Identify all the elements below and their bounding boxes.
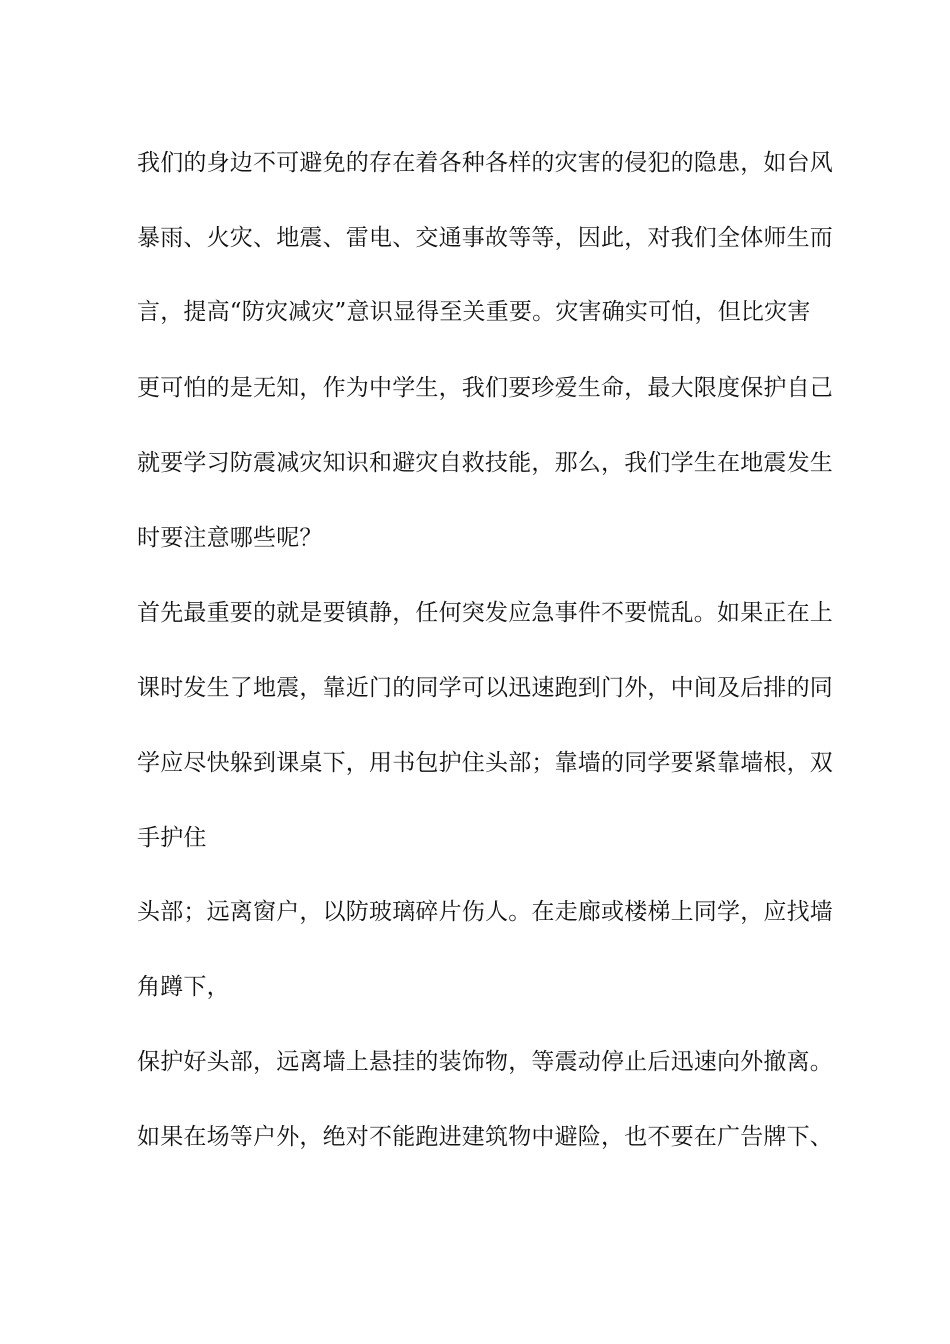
text-line: 如果在场等户外，绝对不能跑进建筑物中避险，也不要在广告牌下、 bbox=[137, 1124, 833, 1150]
text-line: 头部；远离窗户，以防玻璃碎片伤人。在走廊或楼梯上同学，应找墙 bbox=[137, 899, 833, 925]
text-line: 保护好头部，远离墙上悬挂的装饰物，等震动停止后迅速向外撤离。 bbox=[137, 1049, 833, 1075]
text-line: 暴雨、火灾、地震、雷电、交通事故等等，因此，对我们全体师生而 bbox=[137, 225, 833, 251]
text-line: 言，提高“防灾减灾”意识显得至关重要。灾害确实可怕，但比灾害 bbox=[137, 299, 811, 325]
text-line: 角蹲下， bbox=[137, 974, 230, 1000]
text-line: 就要学习防震减灾知识和避灾自救技能，那么，我们学生在地震发生 bbox=[137, 450, 833, 476]
text-line: 学应尽快躲到课桌下，用书包护住头部；靠墙的同学要紧靠墙根，双 bbox=[137, 750, 833, 776]
text-line: 时要注意哪些呢？ bbox=[137, 525, 323, 551]
text-line: 首先最重要的就是要镇静，任何突发应急事件不要慌乱。如果正在上 bbox=[137, 600, 833, 626]
text-line: 我们的身边不可避免的存在着各种各样的灾害的侵犯的隐患，如台风 bbox=[137, 150, 833, 176]
text-line: 手护住 bbox=[137, 825, 207, 851]
text-line: 更可怕的是无知，作为中学生，我们要珍爱生命，最大限度保护自己 bbox=[137, 375, 833, 401]
text-line: 课时发生了地震，靠近门的同学可以迅速跑到门外，中间及后排的同 bbox=[137, 675, 833, 701]
